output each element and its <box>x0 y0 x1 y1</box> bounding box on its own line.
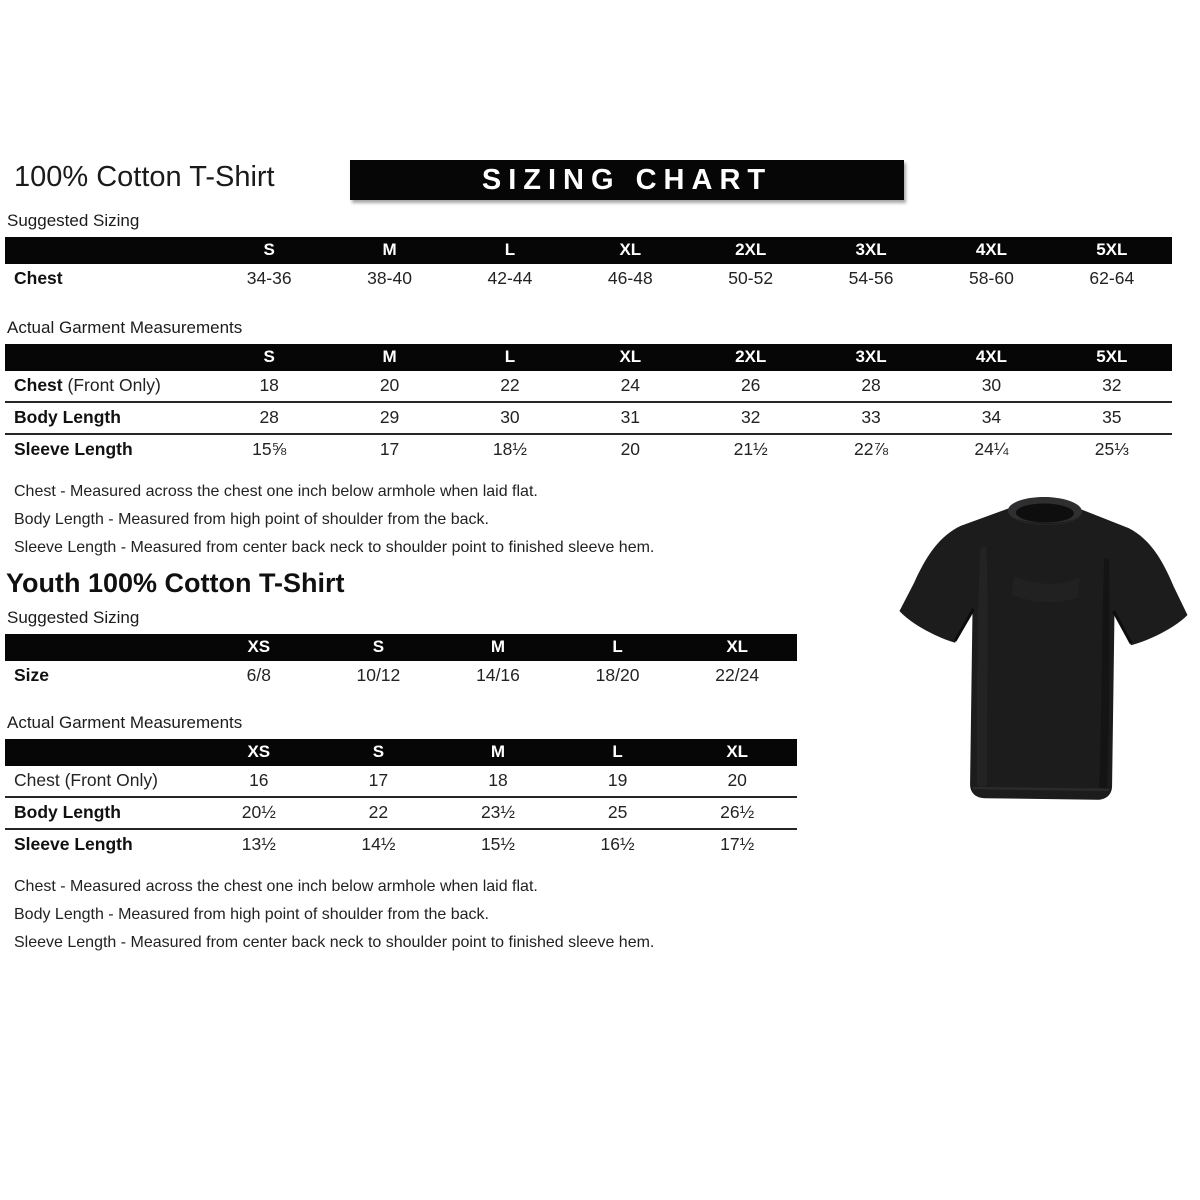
size-column-header: S <box>319 739 439 766</box>
size-value: 17 <box>379 439 400 459</box>
size-value: 15½ <box>480 834 516 854</box>
size-value: 30 <box>500 407 520 427</box>
size-value: 22/24 <box>715 665 760 685</box>
size-value: 25 <box>607 802 628 822</box>
youth-notes <box>14 873 1200 957</box>
label-column-header <box>5 344 209 371</box>
header-row <box>5 739 797 766</box>
size-column-header: 5XL <box>1052 237 1172 264</box>
row-label: Sleeve Length <box>14 834 133 854</box>
table-row <box>5 371 1172 402</box>
size-column-header: XS <box>199 634 319 661</box>
size-value: 32 <box>740 407 761 427</box>
label-column-header <box>5 237 209 264</box>
size-value: 34 <box>981 407 1002 427</box>
row-label: Body Length <box>14 407 121 427</box>
size-value: 17½ <box>720 834 755 854</box>
size-value: 18 <box>259 375 279 395</box>
size-value: 16 <box>249 770 269 790</box>
row-label: Chest (Front Only) <box>14 770 158 790</box>
row-label: Size <box>14 665 50 685</box>
adult-suggested-table <box>0 237 1200 294</box>
adult-actual-table <box>0 344 1200 465</box>
size-value: 10/12 <box>356 665 401 685</box>
size-value: 26½ <box>720 802 755 822</box>
page-title: 100% Cotton T-Shirt <box>14 161 275 193</box>
size-value: 22⅞ <box>854 439 889 459</box>
size-value: 62-64 <box>1089 268 1135 288</box>
size-value: 14/16 <box>476 665 520 685</box>
size-column-header: M <box>438 634 558 661</box>
measurement-note: Chest - Measured across the chest one inch below armhole when laid flat. <box>14 483 538 500</box>
size-column-header: 3XL <box>811 237 931 264</box>
label-column-header <box>5 739 199 766</box>
size-value: 18½ <box>492 439 527 459</box>
size-value: 14½ <box>361 834 396 854</box>
size-value: 34-36 <box>246 268 292 288</box>
adult-suggested-label: Suggested Sizing <box>7 211 140 230</box>
size-value: 21½ <box>733 439 768 459</box>
size-value: 22 <box>500 375 520 395</box>
size-value: 46-48 <box>607 268 653 288</box>
size-column-header: XL <box>570 344 690 371</box>
size-value: 58-60 <box>969 268 1014 288</box>
size-value: 31 <box>620 407 641 427</box>
row-label: Chest (Front Only) <box>14 375 161 395</box>
size-column-header: XL <box>677 739 797 766</box>
row-label: Sleeve Length <box>14 439 133 459</box>
size-value: 54-56 <box>848 268 894 288</box>
adult-actual-label: Actual Garment Measurements <box>7 318 243 337</box>
measurement-note: Chest - Measured across the chest one inch below armhole when laid flat. <box>14 878 538 895</box>
size-column-header: M <box>329 344 449 371</box>
size-value: 24¼ <box>974 439 1009 459</box>
table-row <box>5 797 797 829</box>
tshirt-image <box>893 487 1193 812</box>
size-column-header: XL <box>677 634 797 661</box>
size-column-header: S <box>319 634 439 661</box>
row-label: Chest <box>14 268 63 288</box>
table-row <box>5 402 1172 434</box>
size-column-header: M <box>329 237 449 264</box>
size-value: 29 <box>379 407 400 427</box>
size-value: 25⅓ <box>1094 439 1129 459</box>
size-value: 13½ <box>241 834 276 854</box>
size-value: 50-52 <box>728 268 774 288</box>
header-row <box>5 344 1172 371</box>
size-column-header: XL <box>570 237 690 264</box>
size-column-header: 5XL <box>1052 344 1172 371</box>
table-row <box>5 766 797 797</box>
size-column-header: 2XL <box>691 237 811 264</box>
size-column-header: 2XL <box>691 344 811 371</box>
header-row <box>5 237 1172 264</box>
size-value: 19 <box>607 770 628 790</box>
measurement-note: Body Length - Measured from high point of shoulder from the back. <box>14 906 489 923</box>
tshirt-body <box>897 495 1189 801</box>
size-value: 20 <box>379 375 400 395</box>
size-value: 23½ <box>480 802 516 822</box>
size-column-header: 3XL <box>811 344 931 371</box>
size-value: 20 <box>727 770 747 790</box>
size-value: 17 <box>368 770 389 790</box>
measurement-note: Sleeve Length - Measured from center back neck to shoulder point to finished sleeve hem. <box>14 934 655 951</box>
size-value: 28 <box>861 375 881 395</box>
size-column-header: L <box>558 634 678 661</box>
size-value: 33 <box>861 407 881 427</box>
table-row <box>5 829 797 860</box>
sizing-chart-banner: SIZING CHART <box>350 160 904 200</box>
size-value: 18/20 <box>595 665 640 685</box>
size-value: 20½ <box>241 802 276 822</box>
size-value: 6/8 <box>246 665 271 685</box>
table-row <box>5 264 1172 294</box>
size-column-header: M <box>438 739 558 766</box>
size-value: 42-44 <box>487 268 533 288</box>
size-value: 24 <box>620 375 641 395</box>
measurement-note: Body Length - Measured from high point of shoulder from the back. <box>14 511 489 528</box>
size-column-header: XS <box>199 739 319 766</box>
youth-actual-label: Actual Garment Measurements <box>7 713 243 732</box>
size-column-header: L <box>558 739 678 766</box>
size-value: 16½ <box>600 834 635 854</box>
size-value: 22 <box>368 802 389 822</box>
youth-suggested-label: Suggested Sizing <box>7 608 140 627</box>
youth-heading: Youth 100% Cotton T-Shirt <box>6 568 345 598</box>
size-value: 30 <box>981 375 1002 395</box>
table-row <box>5 434 1172 465</box>
label-column-header <box>5 634 199 661</box>
table-row <box>5 661 797 691</box>
row-label: Body Length <box>14 802 121 822</box>
size-column-header: S <box>209 344 329 371</box>
size-value: 35 <box>1102 407 1122 427</box>
size-value: 28 <box>259 407 279 427</box>
size-column-header: S <box>209 237 329 264</box>
size-value: 20 <box>620 439 641 459</box>
header-row <box>5 634 797 661</box>
size-column-header: L <box>450 237 570 264</box>
size-column-header: L <box>450 344 570 371</box>
size-column-header: 4XL <box>931 344 1051 371</box>
measurement-note: Sleeve Length - Measured from center back neck to shoulder point to finished sleeve hem. <box>14 539 655 556</box>
tshirt-graphic <box>893 487 1193 812</box>
size-value: 32 <box>1102 375 1122 395</box>
size-value: 18 <box>488 770 508 790</box>
size-value: 15⅝ <box>252 439 287 459</box>
size-value: 26 <box>740 375 761 395</box>
size-column-header: 4XL <box>931 237 1051 264</box>
page-header <box>14 160 1200 202</box>
size-value: 38-40 <box>367 268 412 288</box>
